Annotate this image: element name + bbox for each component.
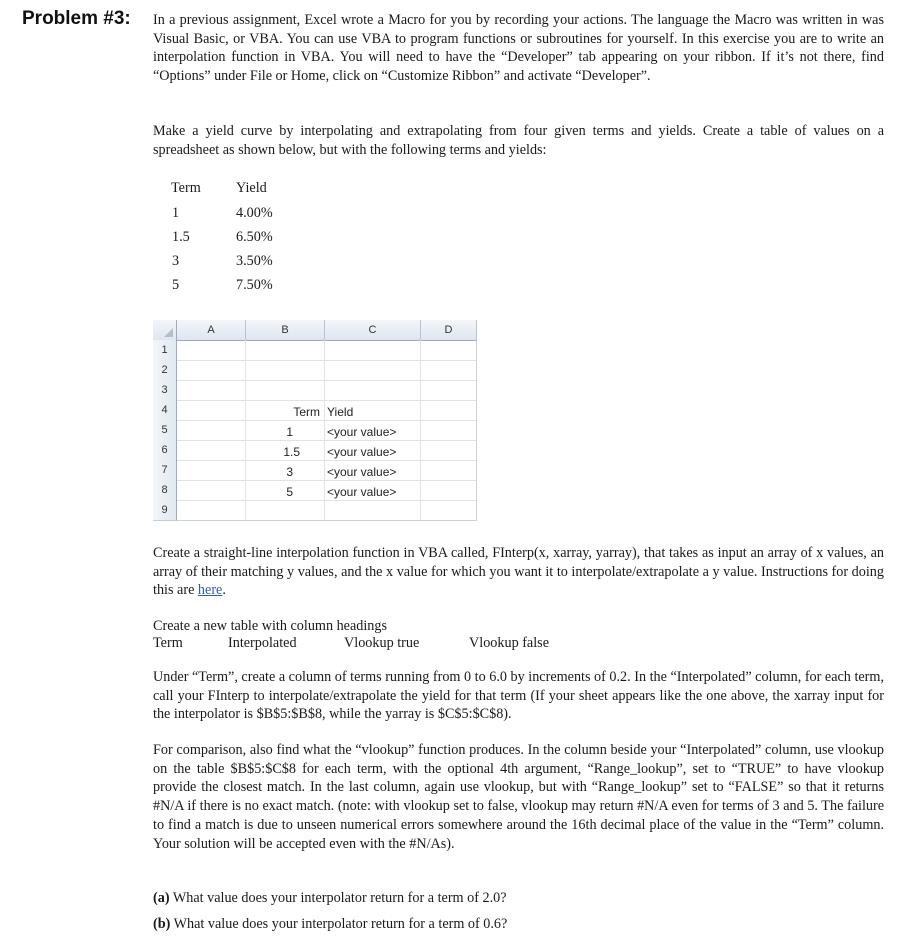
row-header[interactable]: 4	[153, 400, 177, 421]
cell-c6[interactable]: <your value>	[327, 445, 397, 459]
curve-instructions: Make a yield curve by interpolating and extrapolating from four given terms and yields. Create a table of values on a spreadsheet as shown below, but with the following terms and yields:	[153, 123, 884, 158]
heading-term: Term	[153, 635, 183, 651]
row-header[interactable]: 5	[153, 420, 177, 441]
given-yield: 6.50%	[236, 229, 273, 245]
question-b-label: (b)	[153, 916, 171, 932]
given-term: 1.5	[172, 229, 190, 245]
comparison-paragraph: For comparison, also find what the “vlookup” function produces. In the column beside your “Interpolated” column, use vlookup on the table $B$5:$C$8 for each term, with the optional 4th argument, “Range_lookup”, set to “TRUE” to have vlookup provide the closest match. In the last column, again use vlookup, but with “Range_lookup” set to “FALSE” so that it returns #N/A if there is no exact match. (note: with vlookup set to false, vlookup may return #N/A even for terms of 3 and 5. The failure to find a match is due to unseen numerical errors somewhere around the 16th decimal place of the value in the “Term” column. Your solution will be accepted even with the #N/As).	[153, 742, 884, 852]
cell-b4[interactable]: Term	[293, 405, 320, 419]
row-header[interactable]: 3	[153, 380, 177, 401]
row-header[interactable]: 6	[153, 440, 177, 461]
term-column-paragraph: Under “Term”, create a column of terms running from 0 to 6.0 by increments of 0.2. In the “Interpolated” column, for each term, call your FInterp to interpolate/extrapolate the yield for that term (If your sheet appears like the one above, the xarray input for the interpolator is $B$5:$B$8, while the yarray is $C$5:$C$8).	[153, 669, 884, 723]
cell-c8[interactable]: <your value>	[327, 485, 397, 499]
new-table-headings	[153, 635, 884, 655]
cell-c5[interactable]: <your value>	[327, 425, 397, 439]
column-header-d[interactable]: D	[421, 320, 477, 341]
heading-interpolated: Interpolated	[228, 635, 297, 651]
cell-b6[interactable]: 1.5	[283, 445, 300, 459]
given-yield: 3.50%	[236, 253, 273, 269]
row-header[interactable]: 7	[153, 460, 177, 481]
intro-paragraph: In a previous assignment, Excel wrote a Macro for you by recording your actions. The language the Macro was written in was Visual Basic, or VBA. You can use VBA to program functions or subroutines for yourself. In this exercise you are to write an interpolation function in VBA. You will need to have the “Developer” tab appearing on your ribbon. If it’s not there, find “Options” under File or Home, click on “Customize Ribbon” and activate “Developer”.	[153, 12, 884, 85]
given-header-yield: Yield	[236, 180, 267, 196]
given-header-term: Term	[171, 180, 201, 196]
given-term: 3	[172, 253, 180, 269]
heading-vlookup-true: Vlookup true	[344, 635, 420, 651]
question-b-text: What value does your interpolator return for a term of 0.6?	[173, 916, 508, 932]
function-text-end: .	[222, 582, 226, 599]
given-term: 1	[172, 205, 180, 221]
problem-title: Problem #3:	[22, 8, 131, 29]
column-header-c[interactable]: C	[325, 320, 421, 341]
column-header-b[interactable]: B	[246, 320, 325, 341]
select-all-corner[interactable]	[153, 320, 177, 341]
cell-b8[interactable]: 5	[286, 485, 293, 499]
spreadsheet	[153, 320, 477, 521]
column-header-a[interactable]: A	[177, 320, 246, 341]
cell-c7[interactable]: <your value>	[327, 465, 397, 479]
given-yield: 7.50%	[236, 277, 273, 293]
given-term: 5	[172, 277, 180, 293]
question-b	[153, 916, 507, 933]
function-paragraph	[153, 544, 884, 600]
given-yield: 4.00%	[236, 205, 273, 221]
question-a-text: What value does your interpolator return for a term of 2.0?	[172, 890, 507, 906]
row-header[interactable]: 1	[153, 340, 177, 361]
row-header[interactable]: 8	[153, 480, 177, 501]
question-a	[153, 890, 507, 907]
cell-b5[interactable]: 1	[286, 425, 293, 439]
cell-c4[interactable]: Yield	[327, 405, 354, 419]
row-header[interactable]: 9	[153, 500, 177, 521]
question-a-label: (a)	[153, 890, 170, 906]
cell-b7[interactable]: 3	[286, 465, 293, 479]
function-text: Create a straight-line interpolation function in VBA called, FInterp(x, xarray, yarray), that takes as input an array of x values, an array of their matching y values, and the x value for which you want it to interpolate/extrapolate a y value. Instructions for doing this are	[153, 545, 884, 599]
heading-vlookup-false: Vlookup false	[469, 635, 549, 651]
instructions-link[interactable]: here	[197, 582, 223, 599]
row-header[interactable]: 2	[153, 360, 177, 381]
new-table-intro: Create a new table with column headings	[153, 618, 388, 634]
